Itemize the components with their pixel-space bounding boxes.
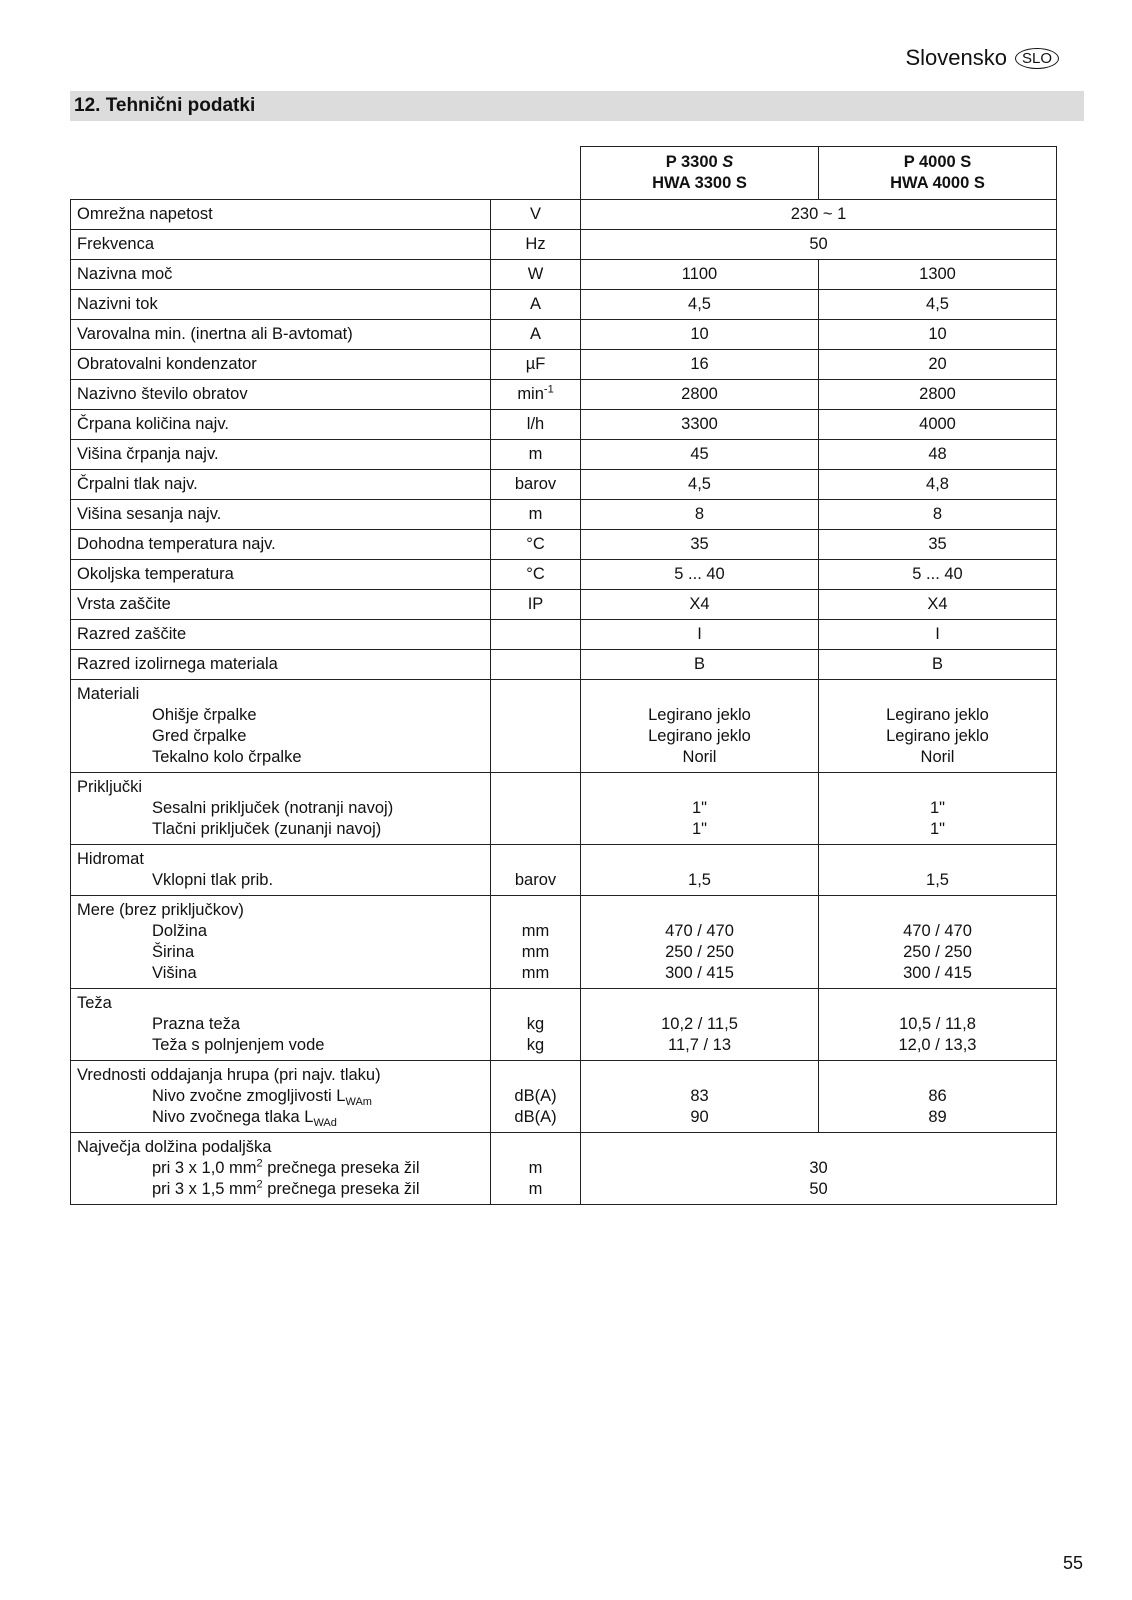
value-model-1: I bbox=[581, 620, 819, 650]
value-model-1: 4,5 bbox=[581, 290, 819, 320]
value-model-1: 1" 1" bbox=[581, 773, 819, 845]
value-model-2: 4000 bbox=[819, 410, 1057, 440]
value-model-2: 1,5 bbox=[819, 845, 1057, 896]
table-row-group-materials bbox=[71, 680, 1057, 773]
unit bbox=[491, 620, 581, 650]
unit: µF bbox=[491, 350, 581, 380]
unit: dB(A) dB(A) bbox=[491, 1061, 581, 1133]
value-model-1: 1100 bbox=[581, 260, 819, 290]
param-label: Razred zaščite bbox=[71, 620, 491, 650]
group-title: Hidromat bbox=[77, 850, 144, 868]
param-label: Razred izolirnega materiala bbox=[71, 650, 491, 680]
table-row-group-weight bbox=[71, 989, 1057, 1061]
model-1-header: P 3300 S HWA 3300 S bbox=[581, 147, 819, 200]
table-row bbox=[71, 440, 1057, 470]
table-row bbox=[71, 530, 1057, 560]
table-row bbox=[71, 410, 1057, 440]
value-model-1: 2800 bbox=[581, 380, 819, 410]
table-row-group-hydromat bbox=[71, 845, 1057, 896]
group-label bbox=[71, 989, 491, 1061]
value-model-1: 1,5 bbox=[581, 845, 819, 896]
value-model-2: 8 bbox=[819, 500, 1057, 530]
unit: barov bbox=[491, 470, 581, 500]
param-label: Dohodna temperatura najv. bbox=[71, 530, 491, 560]
value-model-2: 5 ... 40 bbox=[819, 560, 1057, 590]
value-model-1: Legirano jeklo Legirano jeklo Noril bbox=[581, 680, 819, 773]
value-model-2: 35 bbox=[819, 530, 1057, 560]
value-model-1: 8 bbox=[581, 500, 819, 530]
value-model-1: 16 bbox=[581, 350, 819, 380]
value-model-1: 83 90 bbox=[581, 1061, 819, 1133]
value-model-2: Legirano jeklo Legirano jeklo Noril bbox=[819, 680, 1057, 773]
unit bbox=[491, 680, 581, 773]
sub-label: pri 3 x 1,0 $mm^2$ prečnega preseka žil bbox=[152, 1157, 420, 1177]
unit: barov bbox=[491, 845, 581, 896]
table-row-group-noise bbox=[71, 1061, 1057, 1133]
unit: °C bbox=[491, 560, 581, 590]
table-row bbox=[71, 650, 1057, 680]
value-model-2: B bbox=[819, 650, 1057, 680]
value-model-1: 35 bbox=[581, 530, 819, 560]
language-indicator bbox=[905, 45, 1059, 71]
table-row bbox=[71, 230, 1057, 260]
value-model-1: X4 bbox=[581, 590, 819, 620]
unit: kg kg bbox=[491, 989, 581, 1061]
value-model-2: 86 89 bbox=[819, 1061, 1057, 1133]
value-model-2: 1" 1" bbox=[819, 773, 1057, 845]
param-label: Vrsta zaščite bbox=[71, 590, 491, 620]
table-row bbox=[71, 260, 1057, 290]
param-label: Frekvenca bbox=[71, 230, 491, 260]
unit: m m bbox=[491, 1133, 581, 1205]
value-model-1: 10 bbox=[581, 320, 819, 350]
group-title: Vrednosti oddajanja hrupa (pri najv. tlaku) bbox=[77, 1066, 381, 1084]
param-label: Črpana količina najv. bbox=[71, 410, 491, 440]
table-row-group-connections bbox=[71, 773, 1057, 845]
param-label: Okoljska temperatura bbox=[71, 560, 491, 590]
value-model-2: 2800 bbox=[819, 380, 1057, 410]
value-merged: 230 ~ 1 bbox=[581, 200, 1057, 230]
section-title: 12. Tehnični podatki bbox=[74, 95, 256, 116]
table-row bbox=[71, 500, 1057, 530]
unit: A bbox=[491, 320, 581, 350]
value-model-2: I bbox=[819, 620, 1057, 650]
table-header-row bbox=[71, 147, 1057, 200]
param-label: Nazivni tok bbox=[71, 290, 491, 320]
sub-label: Nivo zvočne zmogljivosti $L_{WAm}$ bbox=[152, 1087, 372, 1108]
value-model-1: 3300 bbox=[581, 410, 819, 440]
sub-label: Višina bbox=[152, 964, 197, 982]
value-model-1: 470 / 470 250 / 250 300 / 415 bbox=[581, 896, 819, 989]
value-model-2: X4 bbox=[819, 590, 1057, 620]
param-label: Obratovalni kondenzator bbox=[71, 350, 491, 380]
param-label: Višina črpanja najv. bbox=[71, 440, 491, 470]
language-label: Slovensko bbox=[905, 45, 1007, 70]
table-row-group-extension bbox=[71, 1133, 1057, 1205]
param-label: Višina sesanja najv. bbox=[71, 500, 491, 530]
group-title: Mere (brez priključkov) bbox=[77, 901, 244, 919]
value-model-2: 1300 bbox=[819, 260, 1057, 290]
group-label bbox=[71, 1061, 491, 1133]
value-model-1: 45 bbox=[581, 440, 819, 470]
unit: Hz bbox=[491, 230, 581, 260]
sub-label: Dolžina bbox=[152, 922, 208, 940]
sub-label: Teža s polnjenjem vode bbox=[152, 1036, 325, 1054]
table-row bbox=[71, 290, 1057, 320]
group-label bbox=[71, 896, 491, 989]
unit: m bbox=[491, 500, 581, 530]
table-row bbox=[71, 590, 1057, 620]
value-model-1: 5 ... 40 bbox=[581, 560, 819, 590]
sub-label: Gred črpalke bbox=[152, 727, 247, 745]
value-model-2: 4,5 bbox=[819, 290, 1057, 320]
unit bbox=[491, 773, 581, 845]
param-label: Varovalna min. (inertna ali B-avtomat) bbox=[71, 320, 491, 350]
value-model-2: 10,5 / 11,8 12,0 / 13,3 bbox=[819, 989, 1057, 1061]
table-row bbox=[71, 620, 1057, 650]
group-label bbox=[71, 680, 491, 773]
unit: V bbox=[491, 200, 581, 230]
language-code-badge: SLO bbox=[1015, 48, 1059, 69]
group-title: Teža bbox=[77, 994, 112, 1012]
unit: °C bbox=[491, 530, 581, 560]
unit: $\min^{-1}$ bbox=[491, 380, 581, 410]
table-row bbox=[71, 320, 1057, 350]
table-row bbox=[71, 350, 1057, 380]
technical-data-table bbox=[70, 146, 1057, 1205]
table-row bbox=[71, 470, 1057, 500]
sub-label: Nivo zvočnega tlaka $L_{WAd}$ bbox=[152, 1108, 337, 1129]
sub-label: Prazna teža bbox=[152, 1015, 241, 1033]
unit: IP bbox=[491, 590, 581, 620]
model-2-header: P 4000 S HWA 4000 S bbox=[819, 147, 1057, 200]
value-model-1: 4,5 bbox=[581, 470, 819, 500]
param-label: Črpalni tlak najv. bbox=[71, 470, 491, 500]
sub-label: Vklopni tlak prib. bbox=[152, 871, 274, 889]
value-merged: 50 bbox=[581, 230, 1057, 260]
sub-label: Tlačni priključek (zunanji navoj) bbox=[152, 820, 382, 838]
value-model-2: 20 bbox=[819, 350, 1057, 380]
sub-label: Ohišje črpalke bbox=[152, 706, 257, 724]
sub-label: Sesalni priključek (notranji navoj) bbox=[152, 799, 394, 817]
param-label: Nazivno število obratov bbox=[71, 380, 491, 410]
value-model-2: 48 bbox=[819, 440, 1057, 470]
value-model-2: 470 / 470 250 / 250 300 / 415 bbox=[819, 896, 1057, 989]
value-model-2: 4,8 bbox=[819, 470, 1057, 500]
group-label bbox=[71, 845, 491, 896]
param-label: Nazivna moč bbox=[71, 260, 491, 290]
sub-label: Širina bbox=[152, 943, 195, 961]
table-row bbox=[71, 380, 1057, 410]
page-number: 55 bbox=[1062, 1553, 1083, 1573]
group-title: Materiali bbox=[77, 685, 140, 703]
table-row bbox=[71, 200, 1057, 230]
value-model-1: B bbox=[581, 650, 819, 680]
table-row-group-dimensions bbox=[71, 896, 1057, 989]
unit: W bbox=[491, 260, 581, 290]
unit: m bbox=[491, 440, 581, 470]
table-row bbox=[71, 560, 1057, 590]
unit: A bbox=[491, 290, 581, 320]
group-label bbox=[71, 1133, 491, 1205]
group-title: Priključki bbox=[77, 778, 143, 796]
value-model-2: 10 bbox=[819, 320, 1057, 350]
group-label bbox=[71, 773, 491, 845]
unit bbox=[491, 650, 581, 680]
param-label: Omrežna napetost bbox=[71, 200, 491, 230]
value-merged: 30 50 bbox=[581, 1133, 1057, 1205]
unit: l/h bbox=[491, 410, 581, 440]
sub-label: Tekalno kolo črpalke bbox=[152, 748, 302, 766]
unit: mm mm mm bbox=[491, 896, 581, 989]
group-title: Največja dolžina podaljška bbox=[77, 1138, 272, 1156]
sub-label: pri 3 x 1,5 $mm^2$ prečnega preseka žil bbox=[152, 1178, 420, 1198]
value-model-1: 10,2 / 11,5 11,7 / 13 bbox=[581, 989, 819, 1061]
